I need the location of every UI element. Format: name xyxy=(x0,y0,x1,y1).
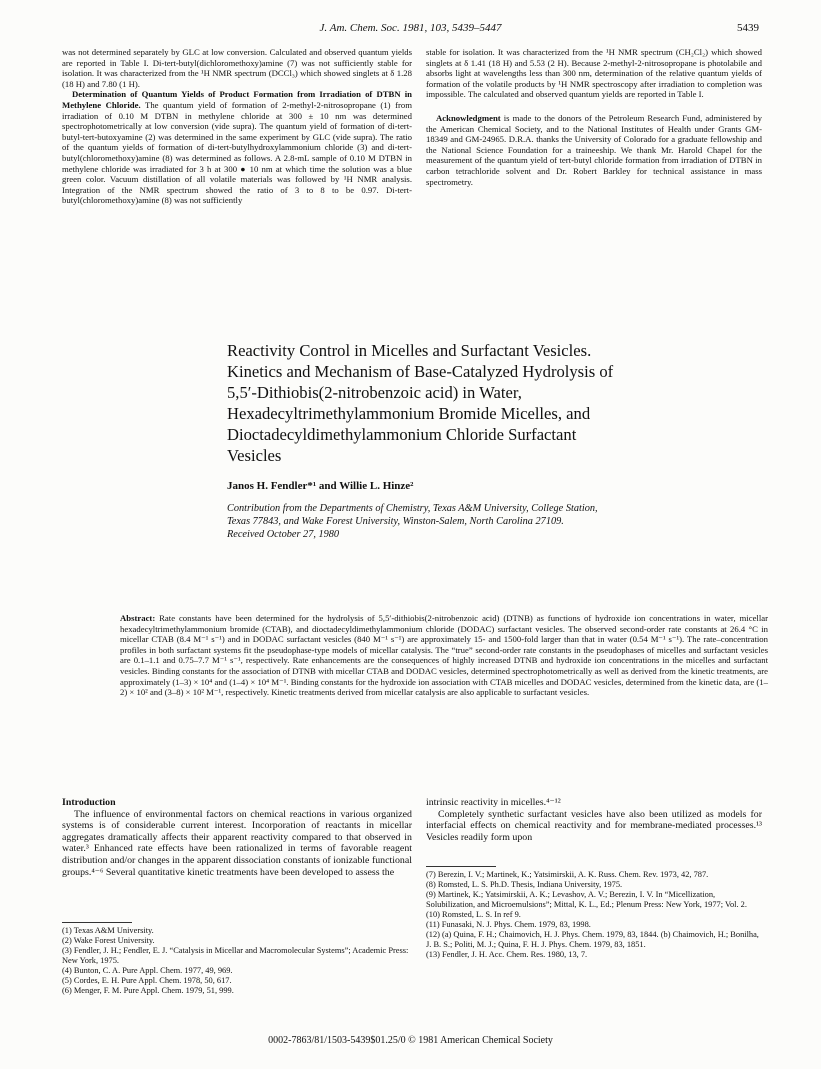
journal-citation: J. Am. Chem. Soc. 1981, 103, 5439–5447 xyxy=(319,22,502,34)
running-header xyxy=(0,20,821,38)
page-footer: 0002-7863/81/1503-5439$01.25/0 © 1981 American Chemical Society xyxy=(268,1035,553,1046)
introduction-continued: intrinsic reactivity in micelles.⁴⁻¹² xyxy=(426,797,561,808)
received-date: Received October 27, 1980 xyxy=(227,529,340,540)
reference-item: (10) Romsted, L. S. In ref 9. xyxy=(426,910,521,919)
introduction-left xyxy=(62,797,412,878)
title-line: Dioctadecyldimethylammonium Chloride Surfactant xyxy=(227,425,577,444)
acknowledgment-body: is made to the donors of the Petroleum Research Fund, administered by the American Chemical Society, and to the National Institutes of Health under Grants GM-18349 and GM-24965. D.R.A. thanks the University of Colorado for a graduate fellowship and the National Science Foundation for a traineeship. We thank Mr. Harold Chapel for the measurement of the quantum yield of tert-butyl chloride formation from irradiation of DTBN in carbon tetrachloride solvent and Dr. Robert Barkley for technical assistance in mass spectrometry. xyxy=(426,112,762,187)
reference-item: (2) Wake Forest University. xyxy=(62,936,155,945)
title-line: 5,5′-Dithiobis(2-nitrobenzoic acid) in Water, xyxy=(227,383,522,402)
introduction-text: The influence of environmental factors on chemical reactions in various organized systems is of considerable current interest. Incorporation of reactants in micellar aggregates dramatically affects their apparent reactivity compared to that observed in water.³ Enhanced rate effects have been rationalized in terms of favorable reagent distribution and/or changes in the apparent dissociation constants of ionizable functional groups.⁴⁻⁶ Several quantitative kinetic treatments have been developed to assess the xyxy=(62,808,412,878)
references-right xyxy=(426,870,762,960)
reference-item: (1) Texas A&M University. xyxy=(62,926,154,935)
affiliation-line: Texas 77843, and Wake Forest University, Winston-Salem, North Carolina 27109. xyxy=(227,516,564,527)
introduction-heading: Introduction xyxy=(62,797,116,808)
abstract-text: Rate constants have been determined for the hydrolysis of 5,5′-dithiobis(2-nitrobenzoic acid) (DTNB) as functions of hydroxide ion concentrations in water, micellar hexadecyltrimethylammonium bromide (CTAB), and dioctadecyldimethylammonium chloride (DODAC) surfactant vesicles. The observed second-order rate constants at 26.4 °C in micellar CTAB (8.4 M⁻¹ s⁻¹) and in DODAC surfactant vesicles (840 M⁻¹ s⁻¹) are approximately 15- and 1500-fold larger than that in water (0.54 M⁻¹ s⁻¹). The rate–concentration profiles in both surfactant systems fit the pseudophase-type models of micellar catalysis. The “true” second-order rate constants in the pseudophases of micelles and surfactant vesicles are 0.1–1.1 and 0.75–7.7 M⁻¹ s⁻¹, respectively. Rate enhancements are the consequences of highly increased DTNB and hydroxide ion concentrations in the micelles and surfactant vesicles. Binding constants for the association of DTNB with micellar CTAB and DODAC vesicles, determined spectrophotometrically as well as derived from the kinetic treatments, are approximately (1–3) × 10⁴ and (1–4) × 10⁴ M⁻¹. Binding constants for the hydroxide ion association with CTAB micelles and DODAC vesicles, determined from the kinetic data, are (1–2) × 10² and (3–8) × 10² M⁻¹, respectively. Kinetic treatments derived from micellar catalysis are also applicable to surfactant vesicles. xyxy=(120,613,768,698)
acknowledgment xyxy=(426,113,762,187)
prev-article-text: was not determined separately by GLC at low conversion. Calculated and observed quantum yields are reported in Table I. Di-tert-butyl(dichloromethoxy)amine (7) was not sufficiently stable for isolation. It was characterized from the ¹H NMR spectrum (DCCl₃) which showed singlets at δ 1.28 (18 H) and 7.80 (1 H). xyxy=(62,47,412,89)
reference-item: (7) Berezin, I. V.; Martinek, K.; Yatsimirskii, A. K. Russ. Chem. Rev. 1973, 42, 787. xyxy=(426,870,709,879)
article-title xyxy=(227,340,767,466)
footnote-divider xyxy=(62,922,132,923)
reference-item: (13) Fendler, J. H. Acc. Chem. Res. 1980, 13, 7. xyxy=(426,950,588,959)
authors: Janos H. Fendler*¹ and Willie L. Hinze² xyxy=(227,480,414,492)
section-runin-heading: Determination of Quantum Yields of Product Formation from Irradiation of DTBN in Methylene Chloride. xyxy=(62,89,412,110)
paragraph-body: The quantum yield of formation of 2-methyl-2-nitrosopropane (1) from irradiation of 0.10 M DTBN in methylene chloride at 300 ± 10 nm was determined spectrophotometrically at low conversion (vide supra). The quantum yield of formation of di-tert-butyl-tert-butoxyamine (2) was determined in the same experiment by GLC (vide supra). The ratio of the quantum yields of formation of di-tert-butylhydroxylammonium chloride (3) and di-tert-butyl(chloromethoxy)amine (8) was determined as follows. A 2.8-mL sample of 0.10 M DTBN in methylene chloride was irradiated for 3 h at 300 ● 10 nm at which time the solution was a blue green color. Vacuum distillation of all volatile materials was followed by ¹H NMR analysis. Integration of the NMR spectrum showed the ratio of 3 to 8 to be 0.97. Di-tert-butyl(chloromethoxy)amine (8) was not sufficiently xyxy=(62,99,412,206)
reference-item: (3) Fendler, J. H.; Fendler, E. J. “Catalysis in Micellar and Macromolecular Systems”; Academic Press: New York, 1975. xyxy=(62,946,409,965)
reference-item: (11) Funasaki, N. J. Phys. Chem. 1979, 83, 1998. xyxy=(426,920,591,929)
prev-article-paragraph xyxy=(62,89,412,206)
introduction-right xyxy=(426,797,762,843)
reference-item: (5) Cordes, E. H. Pure Appl. Chem. 1978, 50, 617. xyxy=(62,976,232,985)
reference-item: (6) Menger, F. M. Pure Appl. Chem. 1979, 51, 999. xyxy=(62,986,234,995)
prev-article-text: stable for isolation. It was characterized from the ¹H NMR spectrum (CH₂Cl₂) which showed singlets at δ 1.41 (18 H) and 5.53 (2 H). Because 2-methyl-2-nitrosopropane is photolabile and absorbs light at wavelengths less than 300 nm, determination of the relative quantum yields of formation of the volatile products by ¹H NMR spectroscopy after irradiation to completion was impossible. The calculated and observed quantum yields are reported in Table I. xyxy=(426,47,762,100)
reference-item: (8) Romsted, L. S. Ph.D. Thesis, Indiana University, 1975. xyxy=(426,880,623,889)
abstract xyxy=(120,613,768,698)
top-right-column xyxy=(426,47,762,187)
acknowledgment-heading: Acknowledgment xyxy=(436,112,501,123)
title-line: Vesicles xyxy=(227,446,282,465)
title-line: Kinetics and Mechanism of Base-Catalyzed Hydrolysis of xyxy=(227,362,614,381)
page-number: 5439 xyxy=(737,22,759,34)
footnote-divider xyxy=(426,866,496,867)
affiliation-line: Contribution from the Departments of Chemistry, Texas A&M University, College Station, xyxy=(227,503,598,514)
article-title-block xyxy=(227,340,767,541)
reference-item: (12) (a) Quina, F. H.; Chaimovich, H. J. Phys. Chem. 1979, 83, 1844. (b) Chaimovich, H.; Bonilha, J. B. S.; Politi, M. J.; Quina, F. H. J. Phys. Chem. 1979, 83, 1851. xyxy=(426,930,759,949)
reference-item: (9) Martinek, K.; Yatsimirskii, A. K.; Levashov, A. V.; Berezin, I. V. In “Micellization, Solubilization, and Microemulsions”; Mittal, K. L., Ed.; Plenum Press: New York, 1977; Vol. 2. xyxy=(426,890,747,909)
title-line: Reactivity Control in Micelles and Surfactant Vesicles. xyxy=(227,341,592,360)
references-left xyxy=(62,926,412,996)
title-line: Hexadecyltrimethylammonium Bromide Micelles, and xyxy=(227,404,591,423)
reference-item: (4) Bunton, C. A. Pure Appl. Chem. 1977, 49, 969. xyxy=(62,966,233,975)
introduction-paragraph: Completely synthetic surfactant vesicles have also been utilized as models for interfacial effects on chemical reactivity and for membrane-mediated processes.¹³ Vesicles readily form upon xyxy=(426,808,762,843)
abstract-label: Abstract: xyxy=(120,613,156,623)
affiliation xyxy=(227,502,767,541)
top-left-column xyxy=(62,47,412,206)
